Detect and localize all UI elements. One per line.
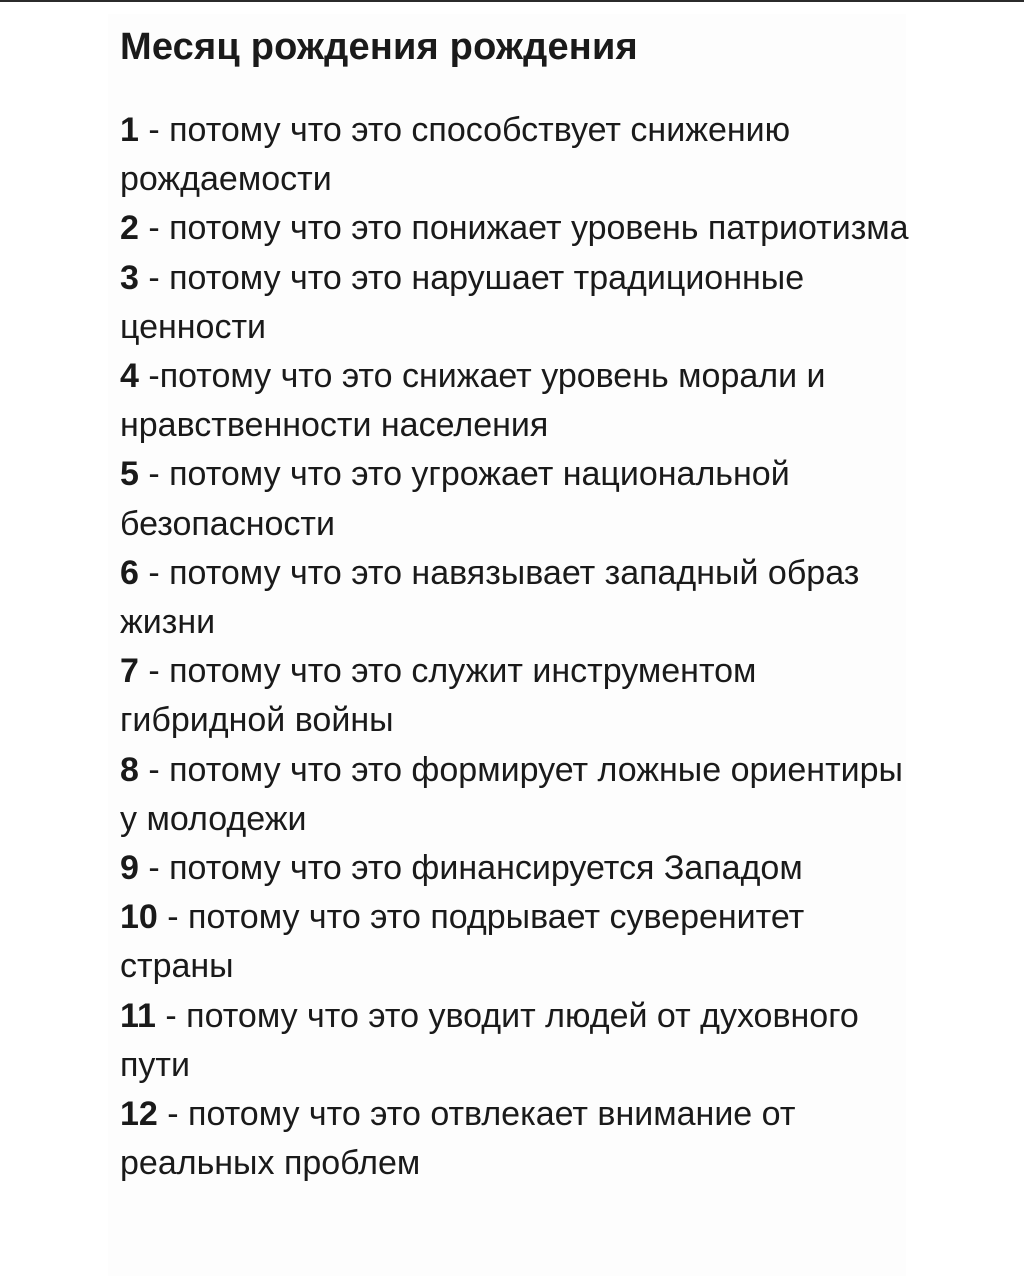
item-number: 6 xyxy=(120,553,139,592)
item-text: - потому что это финансируется Западом xyxy=(138,849,803,888)
top-border xyxy=(0,0,1024,2)
list-item-6 xyxy=(120,549,912,647)
item-text: - потому что это служит инструментом гибридной войны xyxy=(120,652,757,740)
item-text: - потому что это отвлекает внимание от реальных проблем xyxy=(120,1095,796,1183)
item-number: 1 xyxy=(120,111,139,149)
page-title: Месяц рождения рождения xyxy=(120,26,638,68)
list-item-8 xyxy=(120,746,912,844)
item-number: 12 xyxy=(120,1095,158,1134)
item-number: 11 xyxy=(120,996,156,1035)
item-text: - потому что это формирует ложные ориентиры у молодежи xyxy=(120,750,903,838)
list-item-5 xyxy=(120,450,912,548)
item-text: - потому что это подрывает суверенитет страны xyxy=(120,898,805,986)
item-text: - потому что это понижает уровень патриотизма xyxy=(138,209,909,248)
item-text: - потому что это способствует снижению рождаемости xyxy=(120,111,791,199)
item-number: 4 xyxy=(120,357,139,396)
list-item-1 xyxy=(120,106,912,204)
list-item-3 xyxy=(120,254,912,352)
item-text: - потому что это навязывает западный образ жизни xyxy=(120,553,860,642)
item-number: 7 xyxy=(120,652,139,691)
list-item-9 xyxy=(120,844,912,893)
item-number: 5 xyxy=(120,455,139,494)
item-text: - потому что это нарушает традиционные ценности xyxy=(120,258,805,346)
item-text: - потому что это уводит людей от духовного пути xyxy=(120,996,859,1084)
list-item-10 xyxy=(120,893,912,991)
item-number: 3 xyxy=(120,258,139,297)
item-number: 2 xyxy=(120,209,139,248)
item-number: 9 xyxy=(120,849,139,888)
reasons-list xyxy=(120,106,912,1188)
item-number: 10 xyxy=(120,898,158,937)
list-item-2 xyxy=(120,204,912,253)
list-item-4 xyxy=(120,352,912,450)
list-item-7 xyxy=(120,647,912,745)
item-number: 8 xyxy=(120,750,139,789)
item-text: -потому что это снижает уровень морали и нравственности населения xyxy=(120,357,826,445)
list-item-12 xyxy=(120,1090,912,1188)
item-text: - потому что это угрожает национальной безопасности xyxy=(120,455,790,543)
list-item-11 xyxy=(120,992,912,1090)
